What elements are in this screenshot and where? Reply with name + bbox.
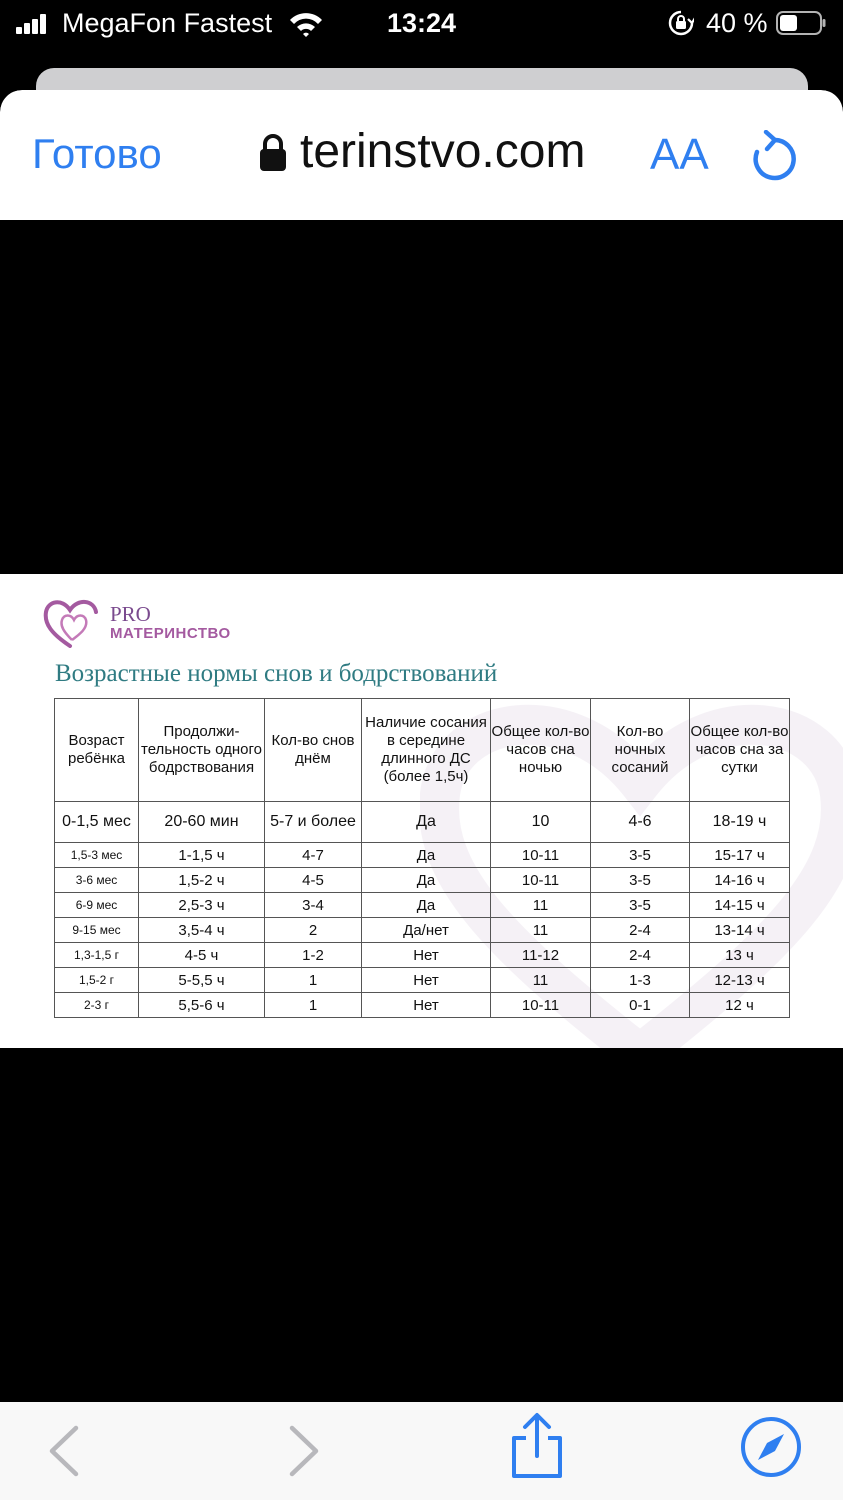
battery-icon	[776, 11, 826, 35]
column-header: Продолжи-тельность одного бодрствования	[139, 699, 265, 802]
table-cell: 3-6 мес	[55, 868, 139, 893]
table-row	[55, 918, 790, 943]
column-header: Возраст ребёнка	[55, 699, 139, 802]
safari-view	[0, 90, 843, 1500]
table-cell: 3-5	[591, 868, 690, 893]
clock: 13:24	[386, 8, 457, 38]
reload-icon[interactable]	[750, 130, 798, 182]
table-cell: 14-16 ч	[690, 868, 790, 893]
table-cell: 1,3-1,5 г	[55, 943, 139, 968]
table-cell: 10	[491, 802, 591, 843]
table-cell: 3-5	[591, 843, 690, 868]
chevron-right-icon[interactable]	[286, 1424, 322, 1478]
carrier-name: MegaFon Fastest	[62, 8, 273, 38]
table-cell: 5,5-6 ч	[139, 993, 265, 1018]
table-cell: 3-4	[265, 893, 362, 918]
table-cell: 13 ч	[690, 943, 790, 968]
lock-icon	[259, 134, 287, 172]
brand-pro: PRO	[110, 602, 151, 626]
url-field[interactable]: terinstvo.com	[300, 125, 586, 178]
column-header: Кол-во ночных сосаний	[591, 699, 690, 802]
table-cell: 1-3	[591, 968, 690, 993]
table-cell: 2,5-3 ч	[139, 893, 265, 918]
table-cell: 1,5-2 ч	[139, 868, 265, 893]
heart-logo-icon	[42, 596, 104, 648]
table-cell: 3,5-4 ч	[139, 918, 265, 943]
table-cell: 12-13 ч	[690, 968, 790, 993]
battery-percent: 40 %	[706, 8, 768, 38]
table-header-row	[55, 699, 790, 802]
article-image	[0, 574, 843, 1048]
table-cell: 14-15 ч	[690, 893, 790, 918]
column-header: Общее кол-во часов сна за сутки	[690, 699, 790, 802]
table-row	[55, 802, 790, 843]
table-cell: 2-3 г	[55, 993, 139, 1018]
table-cell: Да	[362, 802, 491, 843]
table-cell: 3-5	[591, 893, 690, 918]
table-cell: Нет	[362, 968, 491, 993]
table-cell: Да/нет	[362, 918, 491, 943]
table-cell: 0-1	[591, 993, 690, 1018]
table-cell: 10-11	[491, 993, 591, 1018]
table-cell: 1,5-3 мес	[55, 843, 139, 868]
table-cell: 10-11	[491, 868, 591, 893]
compass-icon[interactable]	[740, 1416, 802, 1478]
bottom-toolbar	[0, 1402, 843, 1500]
table-cell: 10-11	[491, 843, 591, 868]
table-cell: 5-5,5 ч	[139, 968, 265, 993]
table-cell: 5-7 и более	[265, 802, 362, 843]
chevron-left-icon[interactable]	[46, 1424, 82, 1478]
table-row	[55, 868, 790, 893]
table-cell: 4-7	[265, 843, 362, 868]
table-cell: 2-4	[591, 918, 690, 943]
table-cell: 12 ч	[690, 993, 790, 1018]
table-row	[55, 968, 790, 993]
column-header: Кол-во снов днём	[265, 699, 362, 802]
table-cell: 9-15 мес	[55, 918, 139, 943]
table-cell: 1,5-2 г	[55, 968, 139, 993]
table-cell: Да	[362, 868, 491, 893]
aa-label: AA	[650, 130, 709, 179]
reader-settings-button[interactable]	[650, 130, 709, 180]
table-cell: 2-4	[591, 943, 690, 968]
column-header: Наличие сосания в середине длинного ДС (более 1,5ч)	[362, 699, 491, 802]
table-cell: 4-6	[591, 802, 690, 843]
navigation-bar	[0, 90, 843, 220]
table-row	[55, 893, 790, 918]
brand-name: МАТЕРИНСТВО	[110, 625, 231, 642]
table-cell: Нет	[362, 943, 491, 968]
done-button[interactable]: Готово	[32, 130, 162, 177]
table-cell: 6-9 мес	[55, 893, 139, 918]
table-cell: 20-60 мин	[139, 802, 265, 843]
table-row	[55, 993, 790, 1018]
table-cell: 1	[265, 968, 362, 993]
page-title: Возрастные нормы снов и бодрствований	[55, 660, 498, 687]
table-cell: 11	[491, 893, 591, 918]
table-cell: 11	[491, 968, 591, 993]
table-cell: 0-1,5 мес	[55, 802, 139, 843]
table-cell: 1-2	[265, 943, 362, 968]
table-cell: 1-1,5 ч	[139, 843, 265, 868]
table-row	[55, 943, 790, 968]
rotation-lock-icon	[668, 10, 694, 36]
table-cell: 4-5 ч	[139, 943, 265, 968]
table-cell: 4-5	[265, 868, 362, 893]
table-cell: 11-12	[491, 943, 591, 968]
table-cell: 18-19 ч	[690, 802, 790, 843]
table-cell: Нет	[362, 993, 491, 1018]
table-cell: 1	[265, 993, 362, 1018]
table-cell: Да	[362, 843, 491, 868]
status-bar	[0, 0, 843, 50]
table-cell: 13-14 ч	[690, 918, 790, 943]
share-icon[interactable]	[508, 1412, 566, 1480]
table-cell: 2	[265, 918, 362, 943]
sleep-norms-table	[54, 698, 790, 1018]
table-cell: Да	[362, 893, 491, 918]
column-header: Общее кол-во часов сна ночью	[491, 699, 591, 802]
table-cell: 15-17 ч	[690, 843, 790, 868]
table-row	[55, 843, 790, 868]
table-cell: 11	[491, 918, 591, 943]
